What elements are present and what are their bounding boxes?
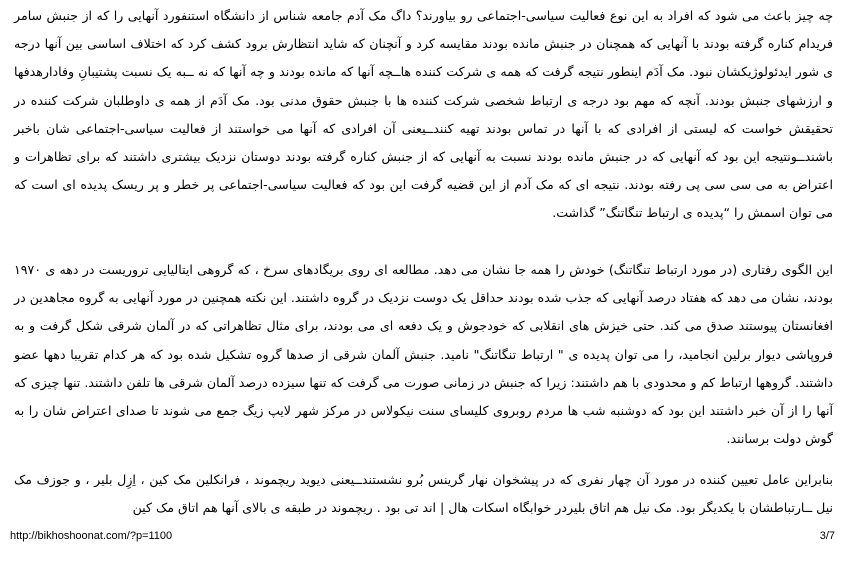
page-number: 3/7 xyxy=(819,530,835,542)
paragraph: بنابراین عامل تعیین کننده در مورد آن چهار نفری که در پیشخوان نهار گرینس بُرو نشستندــیعنی دیوید ریچموند ، فرانکلین مک کین ، اِزِل بلیر ، و جوزف مک نیل ــارتباطشان با یکدیگر بود. مک نیل هم اتاق بلیردر خوابگاه اسکات هال | اند تی بود . ریچموند در طبقه ی بالای آنها هم اتاق مک کین xyxy=(14,472,833,516)
page-footer xyxy=(10,530,835,546)
paragraph: این الگوی رفتاری (در مورد ارتباط تنگاتنگ) خودش را همه جا نشان می دهد. مطالعه ای روی بریگادهای سرخ ، که گروهی ایتالیایی تروریست در دهه ی ۱۹۷۰ بودند، نشان می دهد که هفتاد درصد آنهایی که جذب شده بودند حداقل یک دوست نزدیک در گروه داشتند. این نکته همچنین در مورد آنهایی به گروه مجاهدین در افغانستان پیوستند صدق می کند. حتی خیزش های انقلابی که خودجوش و یک دفعه ای می بودند، برای مثال تظاهراتی که در آلمان شرقی شکل گرفت و به فروپاشی دیوار برلین انجامید، را می توان پدیده ی " ارتباط تنگاتنگ" نامید. جنبش آلمان شرقی از صدها گروه تشکیل شده بود که هر کدام تقریبا دهها عضو داشتند. گروهها ارتباط کم و محدودی با هم داشتند: زیرا که جنبش در زمانی صورت می گرفت که تنها سیزده درصد آلمان شرقی ها تلفن داشتند. تنها چیزی که آنها را از آن خبر داشتند این بود که دوشنبه شب ها مردم روبروی کلیسای سنت نیکولاس در مرکز شهر لایپ زیگ جمع می شوند تا صدای اعتراض شان را به گوش دولت برسانند. xyxy=(14,262,833,447)
paragraph: چه چیز باعث می شود که افراد به این نوع فعالیت سیاسی-اجتماعی رو بیاورند؟ داگ مک آدم جامعه شناس از دانشگاه استنفورد آنهایی را که از جنبش سامر فریدام کناره گرفته بودند با آنهایی که همچنان در جنبش مانده بودند مقایسه کرد و آنچنان که شاید انتظارش برود کشف کرد که اختلاف اساسی بین آنها درجه ی شور ایدئولوژیکشان نبود. مک آدَم اینطور نتیجه گرفت که همه ی شرکت کننده هاــچه آنها که مانده بودند و چه آنها که نه ــبه یک نسبت پشتیبانِ وفادارهدفها و ارزشهای جنبش بودند. آنچه که مهم بود درجه ی ارتباط شخصی شرکت کننده ها با جنبش حقوق مدنی بود. مک آدَم از همه ی داوطلبان شرکت کننده در تحقیقش خواست که لیستی از افرادی که با آنها در تماس بودند تهیه کنندــیعنی آن افرادی که آنها می خواستند از فعالیت سیاسی-اجتماعی شان باخبر باشندــونتیجه این بود که آنهایی که در جنبش مانده بودند نسبت به آنهایی که از جنبش کناره گرفته بودند دوستان نزدیک بیشتری داشتند که برای تظاهرات و اعتراض به می سی سی پی رفته بودند. نتیجه ای که مک آدم از این قضیه گرفت این بود که فعالیت سیاسی-اجتماعی پر خطر و پر ریسک پدیده ای است که می توان اسمش را “پدیده ی ارتباط تنگاتنگ” گذاشت. xyxy=(14,8,833,221)
source-url: http://bikhoshoonat.com/?p=1100 xyxy=(10,530,173,542)
